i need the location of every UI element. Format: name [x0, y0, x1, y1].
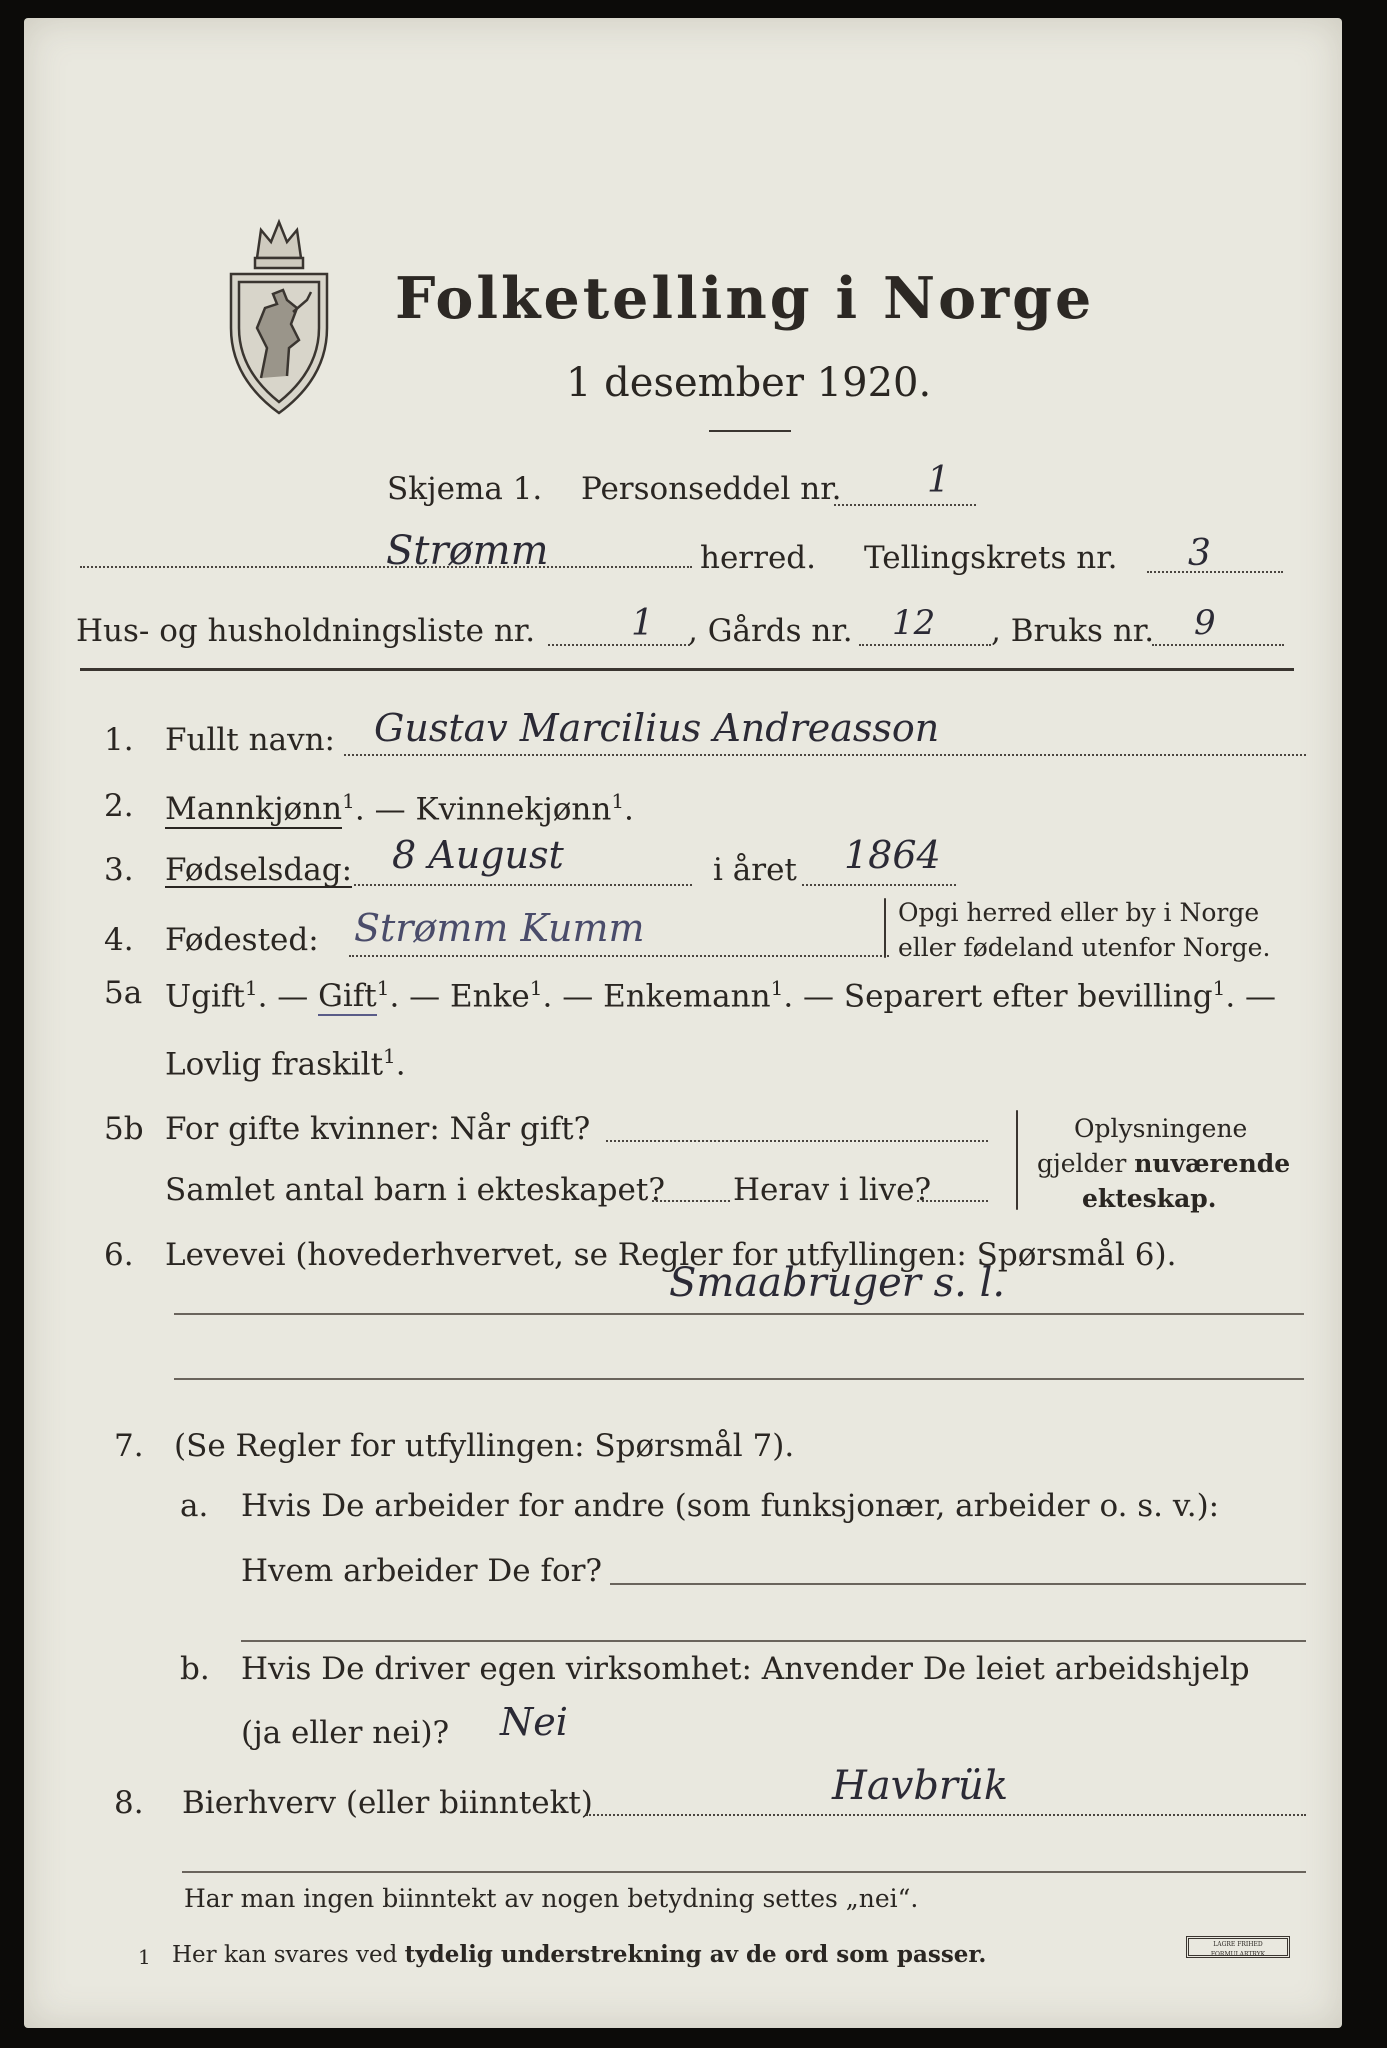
occupation-line2 — [174, 1378, 1304, 1380]
side-income-line2 — [182, 1871, 1306, 1873]
q5a-number: 5a — [104, 975, 143, 1011]
norwegian-coat-of-arms-icon — [227, 208, 331, 418]
q1-label: Fullt navn: — [165, 722, 335, 758]
q5b-line2b: Herav i live? — [733, 1172, 932, 1208]
header-rule — [80, 668, 1294, 671]
footnote-text — [172, 1943, 986, 1967]
q1-number: 1. — [104, 722, 134, 758]
q8-label: Bierhverv (eller biinntekt) — [182, 1785, 593, 1821]
birth-year-value: 1864 — [844, 833, 941, 877]
q6-number: 6. — [104, 1237, 134, 1273]
footnote-text-b: tydelig understrekning av de ord som passer. — [404, 1941, 987, 1968]
married-when-line — [606, 1140, 988, 1142]
marriage-note-line2 — [1037, 1151, 1290, 1176]
separator: . — — [257, 978, 319, 1015]
q1-line — [344, 754, 1306, 756]
q7a-line1: Hvis De arbeider for andre (som funksjonær, arbeider o. s. v.): — [241, 1488, 1220, 1524]
footnote-marker: 1 — [376, 976, 390, 1000]
q5b-line2a: Samlet antal barn i ekteskapet? — [165, 1172, 665, 1208]
personseddel-label: Personseddel nr. — [581, 471, 842, 507]
q7-number: 7. — [114, 1428, 144, 1464]
option-mannkjonn: Mannkjønn — [165, 791, 343, 828]
option-separert: Separert efter bevilling — [843, 978, 1213, 1015]
tellingskrets-line — [1147, 571, 1283, 573]
q5b-line1: For gifte kvinner: Når gift? — [165, 1111, 591, 1147]
separator: . — — [542, 978, 604, 1015]
marriage-note-brace — [1016, 1110, 1018, 1210]
option-enkemann: Enkemann — [603, 978, 771, 1015]
tellingskrets-value: 3 — [1188, 533, 1211, 574]
full-name-value: Gustav Marcilius Andreasson — [374, 706, 940, 750]
q7b-line2: (ja eller nei)? — [241, 1715, 450, 1751]
children-count-line — [652, 1200, 730, 1202]
footnote-marker: 1 — [383, 1044, 396, 1068]
q2-options: Mannkjønn$^1$. — Kvinnekjønn$^1$. — [165, 789, 634, 828]
employer-line1 — [610, 1583, 1306, 1585]
q3-label: Fødselsdag: — [165, 852, 353, 888]
lovlig-fraskilt-label: Lovlig fraskilt — [165, 1046, 384, 1083]
birthplace-note-brace — [884, 898, 886, 958]
birthday-value: 8 August — [392, 833, 564, 877]
separator: . — — [1225, 978, 1277, 1015]
q2-separator: . — — [354, 791, 416, 828]
q7b-letter: b. — [180, 1651, 210, 1687]
hired-help-value: Nei — [500, 1700, 568, 1744]
footnote-marker: 1 — [244, 976, 258, 1000]
bruks-line — [1152, 644, 1284, 646]
year-line — [802, 884, 956, 886]
occupation-line1 — [174, 1313, 1304, 1315]
bruks-label: , Bruks nr. — [991, 613, 1155, 649]
personseddel-line — [834, 504, 976, 506]
option-lovlig-fraskilt: Lovlig fraskilt$^1$. — [165, 1044, 406, 1083]
q3-number: 3. — [104, 852, 134, 888]
option-ugift: Ugift — [165, 978, 245, 1015]
footnote-marker: 1 — [529, 976, 543, 1000]
gards-value: 12 — [892, 603, 936, 643]
footnote-number: 1 — [138, 1945, 151, 1969]
gards-label: , Gårds nr. — [688, 613, 853, 649]
marriage-note-gjelder: gjelder — [1037, 1149, 1135, 1178]
husholdningsliste-label: Hus- og husholdningsliste nr. — [76, 613, 536, 649]
occupation-value: Smaabruger s. l. — [669, 1260, 1006, 1306]
q6-label: Levevei (hovederhvervet, se Regler for utfyllingen: Spørsmål 6). — [165, 1237, 1177, 1273]
birthplace-note-line2: eller fødeland utenfor Norge. — [898, 933, 1271, 962]
marriage-note-line3: ekteskap. — [1082, 1184, 1217, 1213]
option-enke: Enke — [450, 978, 530, 1015]
tellingskrets-label: Tellingskrets nr. — [864, 540, 1118, 576]
title-divider — [709, 430, 791, 432]
birthday-line — [354, 884, 692, 886]
side-income-line — [586, 1814, 1306, 1816]
marriage-note-line1: Oplysningene — [1074, 1114, 1248, 1143]
q4-label: Fødested: — [165, 922, 319, 958]
q7b-line1: Hvis De driver egen virksomhet: Anvender De leiet arbeidshjelp — [241, 1651, 1250, 1687]
q4-number: 4. — [104, 922, 134, 958]
q2-number: 2. — [104, 788, 134, 824]
form-title: Folketelling i Norge — [395, 265, 1095, 332]
personseddel-value: 1 — [927, 460, 950, 501]
footnote-marker: 1 — [770, 976, 784, 1000]
footnote-marker: 1 — [1212, 976, 1226, 1000]
q7a-letter: a. — [180, 1488, 209, 1524]
skjema-label: Skjema 1. — [387, 471, 543, 507]
children-alive-line — [917, 1200, 988, 1202]
q8-number: 8. — [114, 1785, 144, 1821]
gards-line — [859, 644, 991, 646]
q5b-number: 5b — [104, 1111, 144, 1147]
census-form — [24, 18, 1342, 2028]
birthplace-note-line1: Opgi herred eller by i Norge — [898, 898, 1260, 927]
husholdningsliste-value: 1 — [631, 603, 654, 644]
herred-label: herred. — [700, 540, 816, 576]
footnote-text-a: Her kan svares ved — [172, 1942, 405, 1968]
marital-status-options — [165, 976, 1277, 1015]
husholdningsliste-line — [548, 644, 690, 646]
year-label: i året — [713, 852, 797, 888]
census-date: 1 desember 1920. — [566, 360, 932, 406]
q2-end: . — [624, 791, 634, 828]
q7a-line2: Hvem arbeider De for? — [241, 1553, 603, 1589]
separator: . — — [389, 978, 451, 1015]
employer-line2 — [241, 1640, 1306, 1642]
herred-value: Strømm — [386, 528, 549, 574]
printer-stamp: LAGRE FRIHED FORMULARTRYK — [1186, 1936, 1290, 1958]
side-income-value: Havbrük — [832, 1763, 1009, 1809]
marriage-note-nuvaerende: nuværende — [1134, 1149, 1291, 1178]
birthplace-value: Strømm Kumm — [354, 906, 645, 950]
option-kvinnekjonn: Kvinnekjønn — [415, 791, 612, 828]
separator: . — — [783, 978, 844, 1015]
no-income-note: Har man ingen biinntekt av nogen betydning settes „nei“. — [184, 1884, 919, 1913]
bruks-value: 9 — [1194, 603, 1216, 643]
birthplace-line — [349, 955, 889, 957]
option-gift: Gift — [318, 978, 377, 1015]
q7-label: (Se Regler for utfyllingen: Spørsmål 7). — [174, 1428, 795, 1464]
